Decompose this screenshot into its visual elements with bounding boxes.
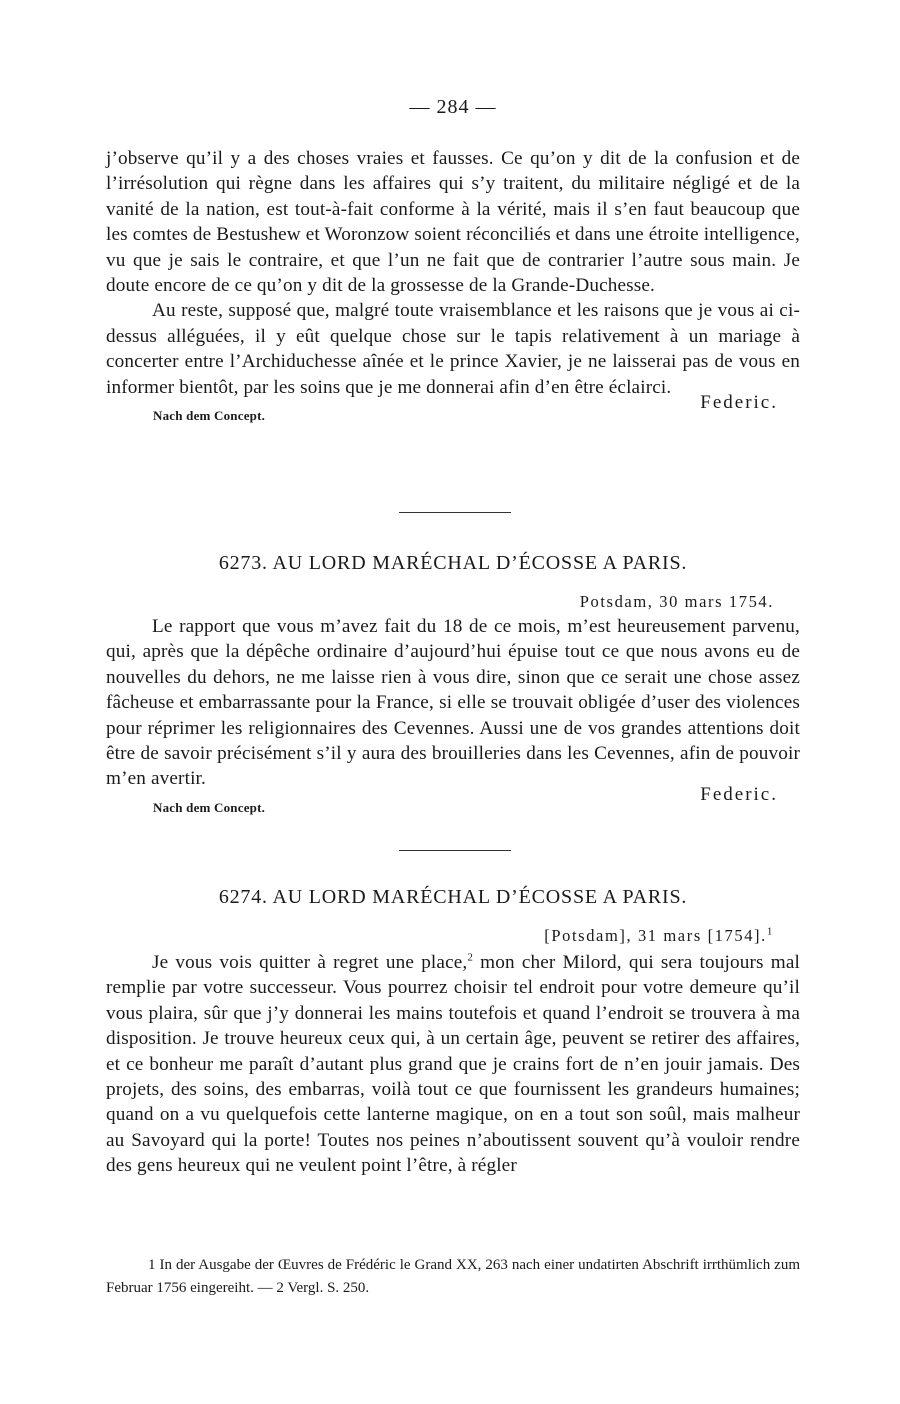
paragraph-start: Je vous vois quitter à regret une place, bbox=[152, 952, 468, 973]
letter-closing bbox=[106, 392, 800, 424]
signature: Federic. bbox=[700, 783, 778, 805]
paragraph bbox=[106, 950, 800, 1179]
paragraph: Au reste, supposé que, malgré toute vraisemblance et les raisons que je vous ai ci-dessus alléguées, il y eût quelque chose sur le tapis relativement à un mariage à concerter entre l’Archiduchesse aînée et le prince Xavier, je ne laisserai pas de vous en informer bientôt, par les soins que je me donnerai afin d’en être éclairci. bbox=[106, 300, 800, 398]
letter-body bbox=[106, 950, 800, 1179]
signature: Federic. bbox=[700, 392, 778, 414]
footnote-marker: 2 bbox=[467, 951, 474, 964]
dateline: Potsdam, 30 mars 1754. bbox=[579, 592, 774, 611]
section-divider bbox=[399, 850, 511, 851]
source-note: Nach dem Concept. bbox=[153, 408, 266, 424]
source-note: Nach dem Concept. bbox=[153, 799, 266, 815]
paragraph: Le rapport que vous m’avez fait du 18 de ce mois, m’est heureusement parvenu, qui, après que la dépêche ordinaire d’aujourd’hui épuise tout ce que nous avons eu de nouvelles du dehors, ne me laisse rien à vous dire, sinon que ce serait une chose assez fâcheuse et embarrassante pour la France, si elle se trouvait obligée d’user des violences pour réprimer les religionnaires des Cevennes. Aussi une de vos grandes attentions doit être de savoir précisément s’il y aura des brouilleries dans les Cevennes, afin de pouvoir m’en avertir. bbox=[106, 616, 800, 790]
paragraph-rest: mon cher Milord, qui sera toujours mal remplie par votre successeur. Vous pourrez choisir tel endroit pour votre demeure qu’il vous plaira, sûr que j’y donnerai les mains toutefois et quand l’endroit se trouvera à ma disposition. Je trouve heureux ceux qui, à un certain âge, peuvent se retirer des affaires, et ce bonheur me paraît d’autant plus grand que je crains fort de n’en jouir jamais. Des projets, des soins, des embarras, voilà tout ce que fournissent les grandeurs humaines; quand on a vu quelquefois cette lanterne magique, on en a tout son soûl, mais malheur au Savoyard qui la porte! Toutes nos peines n’aboutissent souvent qu’à vouloir rendre des gens heureux qui ne veulent point l’être, à régler bbox=[106, 952, 800, 1177]
paragraph: j’observe qu’il y a des choses vraies et fausses. Ce qu’on y dit de la confusion et de l’irrésolution qui règne dans les affaires qui s’y traitent, du militaire négligé et de la vanité de la nation, est tout-à-fait conforme à la vérité, mais il s’en faut beaucoup que les comtes de Bestushew et Woronzow soient réconciliés et dans une étroite intelligence, vu que je sais le contraire, et que l’un ne fait que de contrarier l’autre sous main. Je doute encore de ce qu’on y dit de la grossesse de la Grande-Duchesse. bbox=[106, 148, 800, 297]
page-number: — 284 — bbox=[409, 96, 497, 118]
letter-body bbox=[106, 614, 800, 814]
dateline bbox=[544, 926, 774, 946]
letter-continuation bbox=[106, 146, 800, 422]
letter-title: 6273. AU LORD MARÉCHAL D’ÉCOSSE A PARIS. bbox=[218, 552, 688, 574]
letter-closing bbox=[106, 783, 800, 815]
letter-title: 6274. AU LORD MARÉCHAL D’ÉCOSSE A PARIS. bbox=[218, 886, 688, 908]
dateline-text: [Potsdam], 31 mars [1754]. bbox=[544, 926, 767, 945]
footnote-marker: 1 bbox=[766, 925, 774, 938]
section-divider bbox=[399, 512, 511, 513]
footnotes bbox=[106, 1254, 800, 1300]
footnote-text: 1 In der Ausgabe der Œuvres de Frédéric le Grand XX, 263 nach einer undatirten Abschrift irrthümlich zum Februar 1756 eingereiht. — 2 Vergl. S. 250. bbox=[106, 1257, 800, 1296]
